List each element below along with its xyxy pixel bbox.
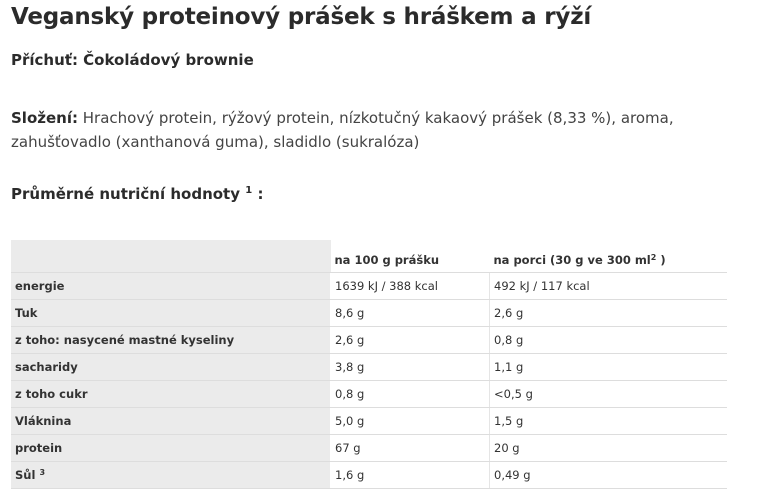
nutrient-name-text: z toho: nasycené mastné kyseliny	[15, 333, 235, 347]
nutrition-table-body	[11, 273, 727, 489]
value-per-serving: 0,8 g	[490, 327, 728, 354]
nutrition-table	[11, 240, 727, 489]
table-row	[11, 354, 727, 381]
table-row	[11, 381, 727, 408]
value-per-100g: 5,0 g	[331, 408, 490, 435]
value-per-serving: 1,1 g	[490, 354, 728, 381]
value-per-serving: 1,5 g	[490, 408, 728, 435]
header-per-serving-footnote: 2	[650, 253, 657, 262]
nutrient-name-text: energie	[15, 279, 65, 293]
value-per-serving: <0,5 g	[490, 381, 728, 408]
header-name-cell	[11, 240, 331, 273]
value-per-100g: 1639 kJ / 388 kcal	[331, 273, 490, 300]
nutrient-name-text: Vláknina	[15, 414, 72, 428]
table-row	[11, 462, 727, 489]
nutrient-name-text: sacharidy	[15, 360, 78, 374]
value-per-100g: 67 g	[331, 435, 490, 462]
value-per-serving: 2,6 g	[490, 300, 728, 327]
composition-label: Složení:	[11, 109, 78, 127]
header-per-serving-text: na porci (30 g ve 300 ml	[493, 253, 651, 267]
flavor-label: Příchuť: Čokoládový brownie	[11, 51, 254, 69]
nutrient-name-text: protein	[15, 441, 63, 455]
composition-paragraph	[11, 106, 746, 154]
nutrient-name-text: Sůl	[15, 468, 36, 482]
nutrient-name	[11, 381, 331, 408]
header-per-100g: na 100 g prášku	[331, 240, 490, 273]
nutrition-heading-text: Průměrné nutriční hodnoty	[11, 185, 240, 203]
nutrient-name	[11, 354, 331, 381]
table-row	[11, 435, 727, 462]
value-per-serving: 0,49 g	[490, 462, 728, 489]
composition-text: Hrachový protein, rýžový protein, nízkotučný kakaový prášek (8,33 %), aroma, zahušťovadlo (xanthanová guma), sladidlo (sukralóza)	[11, 109, 674, 151]
nutrition-heading	[11, 185, 263, 203]
value-per-serving: 492 kJ / 117 kcal	[490, 273, 728, 300]
table-row	[11, 408, 727, 435]
nutrient-footnote: 3	[39, 468, 46, 477]
nutrient-name-text: Tuk	[15, 306, 38, 320]
nutrition-heading-footnote: 1	[245, 185, 253, 196]
table-row	[11, 300, 727, 327]
nutrient-name	[11, 300, 331, 327]
value-per-100g: 3,8 g	[331, 354, 490, 381]
nutrient-name-text: z toho cukr	[15, 387, 88, 401]
nutrient-name	[11, 327, 331, 354]
nutrient-name	[11, 408, 331, 435]
header-per-serving-paren: )	[660, 253, 666, 267]
value-per-100g: 0,8 g	[331, 381, 490, 408]
nutrition-heading-colon: :	[257, 185, 264, 203]
product-title: Veganský proteinový prášek s hráškem a rýží	[11, 4, 592, 30]
value-per-100g: 2,6 g	[331, 327, 490, 354]
nutrient-name	[11, 435, 331, 462]
table-row	[11, 327, 727, 354]
nutrient-name	[11, 273, 331, 300]
nutrient-name	[11, 462, 331, 489]
value-per-100g: 1,6 g	[331, 462, 490, 489]
value-per-serving: 20 g	[490, 435, 728, 462]
header-per-serving	[490, 240, 728, 273]
nutrition-table-header	[11, 240, 727, 273]
value-per-100g: 8,6 g	[331, 300, 490, 327]
table-row	[11, 273, 727, 300]
